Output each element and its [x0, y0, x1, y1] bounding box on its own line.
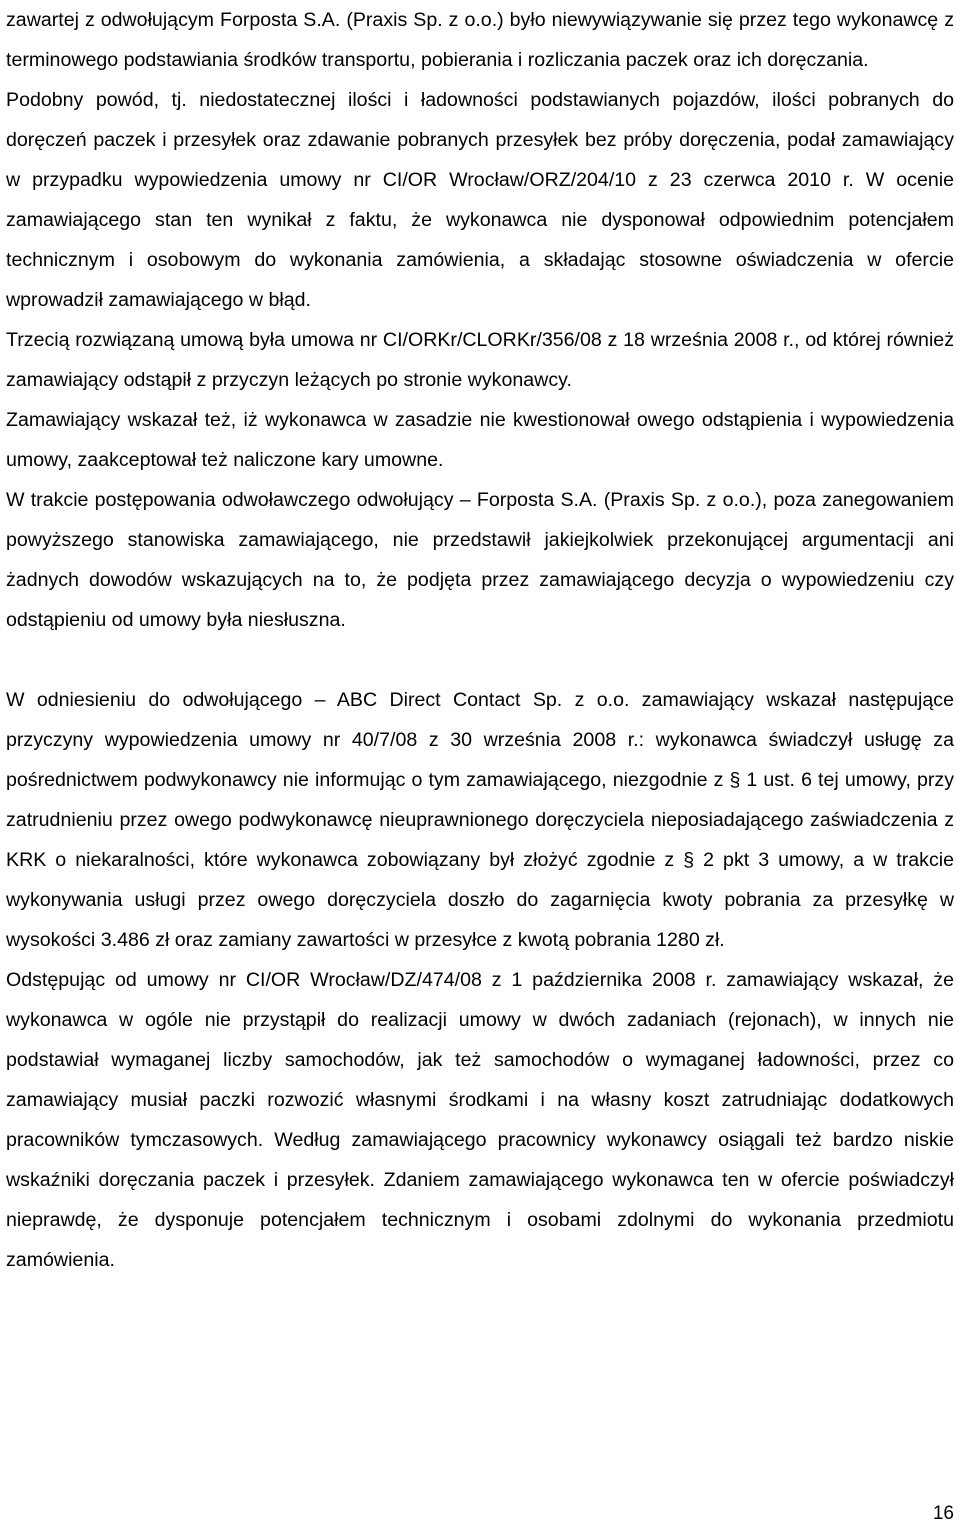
page-number: 16	[932, 1503, 954, 1524]
paragraph-5: W trakcie postępowania odwoławczego odwołujący – Forposta S.A. (Praxis Sp. z o.o.), poza zanegowaniem powyższego stanowiska zamawiającego, nie przedstawił jakiejkolwiek przekonującej argumentacji ani żadnych dowodów wskazujących na to, że podjęta przez zamawiającego decyzja o wypowiedzeniu czy odstąpieniu od umowy była niesłuszna.	[6, 489, 954, 631]
paragraph-6: W odniesieniu do odwołującego – ABC Direct Contact Sp. z o.o. zamawiający wskazał następujące przyczyny wypowiedzenia umowy nr 40/7/08 z 30 września 2008 r.: wykonawca świadczył usługę za pośrednictwem podwykonawcy nie informując o tym zamawiającego, niezgodnie z § 1 ust. 6 tej umowy, przy zatrudnieniu przez owego podwykonawcę nieuprawnionego doręczyciela nieposiadającego zaświadczenia z KRK o niekaralności, które wykonawca zobowiązany był złożyć zgodnie z § 2 pkt 3 umowy, a w trakcie wykonywania usługi przez owego doręczyciela doszło do zagarnięcia kwoty pobrania za przesyłkę w wysokości 3.486 zł oraz zamiany zawartości w przesyłce z kwotą pobrania 1280 zł.	[6, 689, 954, 951]
paragraph-2: Podobny powód, tj. niedostatecznej ilości i ładowności podstawianych pojazdów, ilości pobranych do doręczeń paczek i przesyłek oraz zdawanie pobranych przesyłek bez próby doręczenia, podał zamawiający w przypadku wypowiedzenia umowy nr CI/OR Wrocław/ORZ/204/10 z 23 czerwca 2010 r. W ocenie zamawiającego stan ten wynikał z faktu, że wykonawca nie dysponował odpowiednim potencjałem technicznym i osobowym do wykonania zamówienia, a składając stosowne oświadczenia w ofercie wprowadził zamawiającego w błąd.	[6, 89, 954, 311]
paragraph-spacer	[6, 640, 954, 680]
paragraph-4: Zamawiający wskazał też, iż wykonawca w zasadzie nie kwestionował owego odstąpienia i wypowiedzenia umowy, zaakceptował też naliczone kary umowne.	[6, 409, 954, 471]
document-page	[6, 0, 954, 1280]
paragraph-7: Odstępując od umowy nr CI/OR Wrocław/DZ/474/08 z 1 października 2008 r. zamawiający wskazał, że wykonawca w ogóle nie przystąpił do realizacji umowy w dwóch zadaniach (rejonach), w innych nie podstawiał wymaganej liczby samochodów, jak też samochodów o wymaganej ładowności, przez co zamawiający musiał paczki rozwozić własnymi środkami i na własny koszt zatrudniając dodatkowych pracowników tymczasowych. Według zamawiającego pracownicy wykonawcy osiągali też bardzo niskie wskaźniki doręczania paczek i przesyłek. Zdaniem zamawiającego wykonawca ten w ofercie poświadczył nieprawdę, że dysponuje potencjałem technicznym i osobami zdolnymi do wykonania przedmiotu zamówienia.	[6, 969, 954, 1271]
paragraph-3: Trzecią rozwiązaną umową była umowa nr CI/ORKr/CLORKr/356/08 z 18 września 2008 r., od której również zamawiający odstąpił z przyczyn leżących po stronie wykonawcy.	[6, 329, 954, 391]
paragraph-1: zawartej z odwołującym Forposta S.A. (Praxis Sp. z o.o.) było niewywiązywanie się przez tego wykonawcę z terminowego podstawiania środków transportu, pobierania i rozliczania paczek oraz ich doręczania.	[6, 9, 954, 71]
